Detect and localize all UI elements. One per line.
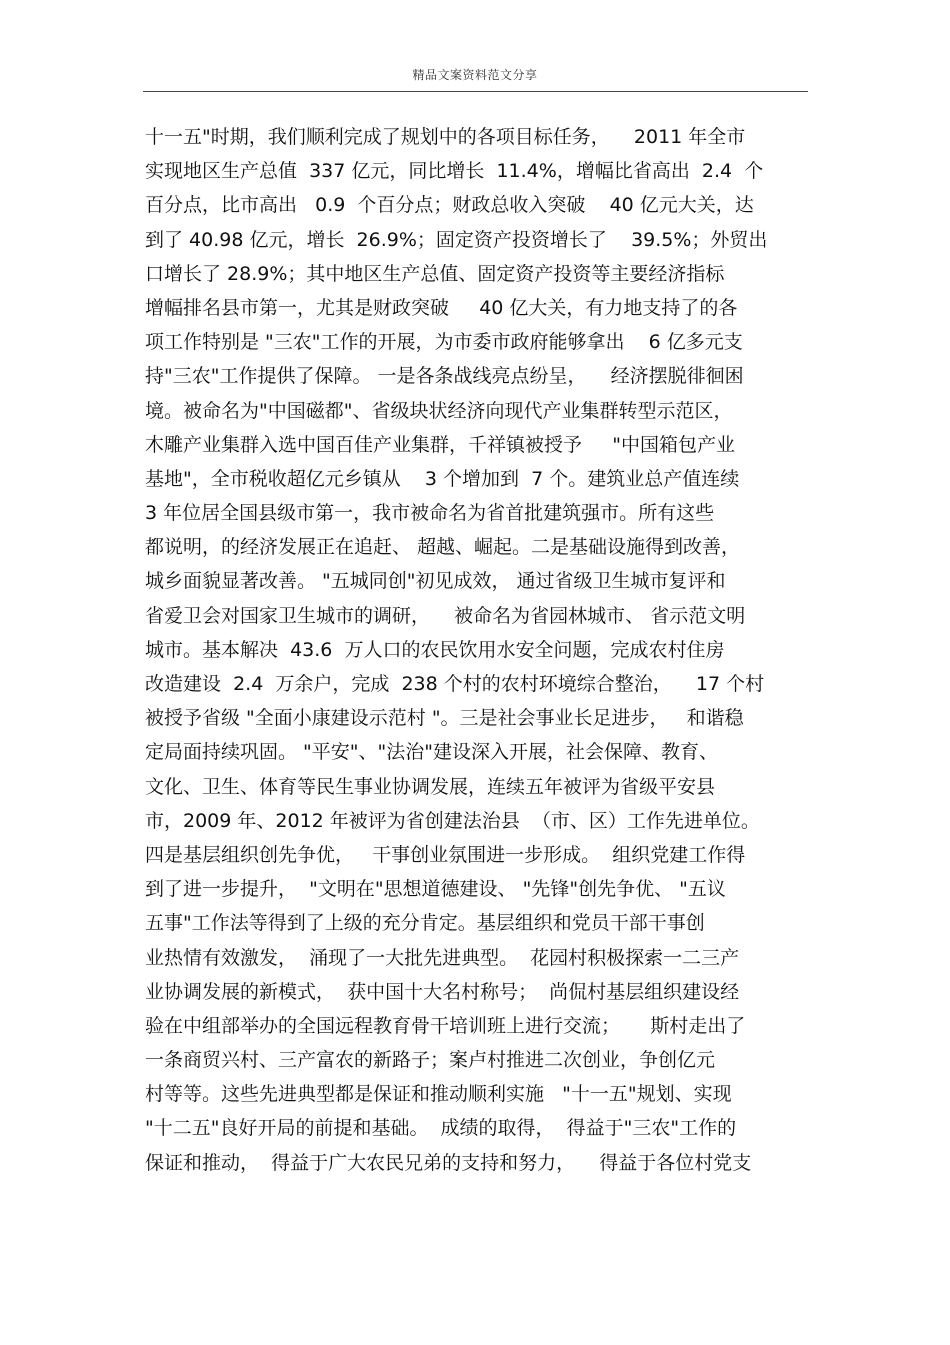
text-line: 口增长了 28.9%；其中地区生产总值、固定资产投资等主要经济指标 bbox=[145, 262, 725, 285]
text-line: 到了进一步提升， "文明在"思想道德建设、 "先锋"创先争优、 "五议 bbox=[145, 878, 726, 901]
text-line: 增幅排名县市第一，尤其是财政突破 40 亿大关，有力地支持了的各 bbox=[145, 296, 738, 319]
text-line: 改造建设 2.4 万余户，完成 238 个村的农村环境综合整治， 17 个村 bbox=[145, 673, 765, 695]
text-line: 省爱卫会对国家卫生城市的调研， 被命名为省园林城市、 省示范文明 bbox=[145, 604, 746, 627]
text-line: 境。被命名为"中国磁都"、省级块状经济向现代产业集群转型示范区， bbox=[145, 399, 733, 422]
text-line: 业协调发展的新模式， 获中国十大名村称号； 尚侃村基层组织建设经 bbox=[145, 980, 740, 1003]
document-body bbox=[145, 120, 815, 1180]
text-line: 定局面持续巩固。 "平安"、"法治"建设深入开展，社会保障、教育、 bbox=[145, 741, 718, 764]
text-line: 持"三农"工作提供了保障。 一是各条战线亮点纷呈， 经济摆脱徘徊困 bbox=[145, 365, 744, 388]
text-line: 到了 40.98 亿元，增长 26.9%；固定资产投资增长了 39.5%；外贸出 bbox=[145, 228, 768, 251]
text-line: 一条商贸兴村、三产富农的新路子；案卢村推进二次创业，争创亿元 bbox=[145, 1049, 716, 1072]
text-line: 市，2009 年、2012 年被评为省创建法治县 （市、区）工作先进单位。 bbox=[145, 809, 760, 832]
text-line: 被授予省级 "全面小康建设示范村 "。三是社会事业长足进步， 和谐稳 bbox=[145, 707, 744, 730]
header-divider bbox=[143, 91, 808, 92]
text-line: 四是基层组织创先争优， 干事创业氛围进一步形成。 组织党建工作得 bbox=[145, 843, 746, 866]
text-line: 城乡面貌显著改善。 "五城同创"初见成效， 通过省级卫生城市复评和 bbox=[145, 570, 726, 593]
text-line: 文化、卫生、体育等民生事业协调发展，连续五年被评为省级平安县 bbox=[145, 775, 716, 798]
text-line: 3 年位居全国县级市第一，我市被命名为省首批建筑强市。所有这些 bbox=[145, 502, 715, 525]
text-line: 项工作特别是 "三农"工作的开展，为市委市政府能够拿出 6 亿多元支 bbox=[145, 331, 743, 354]
text-line: 城市。基本解决 43.6 万人口的农民饮用水安全问题，完成农村住房 bbox=[145, 638, 725, 661]
text-line: 都说明，的经济发展正在追赶、 超越、崛起。二是基础设施得到改善， bbox=[145, 536, 741, 559]
text-line: 实现地区生产总值 337 亿元，同比增长 11.4%，增幅比省高出 2.4 个 bbox=[145, 160, 764, 183]
page-header: 精品文案资料范文分享 bbox=[412, 68, 538, 82]
text-line: 保证和推动， 得益于广大农民兄弟的支持和努力， 得益于各位村党支 bbox=[145, 1151, 752, 1174]
text-line: "十二五"良好开局的前提和基础。 成绩的取得， 得益于"三农"工作的 bbox=[145, 1117, 737, 1140]
text-line: 十一五"时期，我们顺利完成了规划中的各项目标任务， 2011 年全市 bbox=[145, 126, 746, 148]
text-line: 基地"，全市税收超亿元乡镇从 3 个增加到 7 个。建筑业总产值连续 bbox=[145, 467, 740, 490]
text-line: 五事"工作法等得到了上级的充分肯定。基层组织和党员干部干事创 bbox=[145, 912, 705, 935]
text-line: 村等等。这些先进典型都是保证和推动顺利实施 "十一五"规划、实现 bbox=[145, 1083, 732, 1106]
text-line: 验在中组部举办的全国远程教育骨干培训班上进行交流； 斯村走出了 bbox=[145, 1014, 746, 1037]
text-line: 业热情有效激发， 涌现了一大批先进典型。 花园村积极探索一二三产 bbox=[145, 946, 740, 969]
text-line: 木雕产业集群入选中国百佳产业集群，千祥镇被授予 "中国箱包产业 bbox=[145, 433, 735, 456]
text-line: 百分点，比市高出 0.9 个百分点；财政总收入突破 40 亿元大关，达 bbox=[145, 194, 754, 217]
